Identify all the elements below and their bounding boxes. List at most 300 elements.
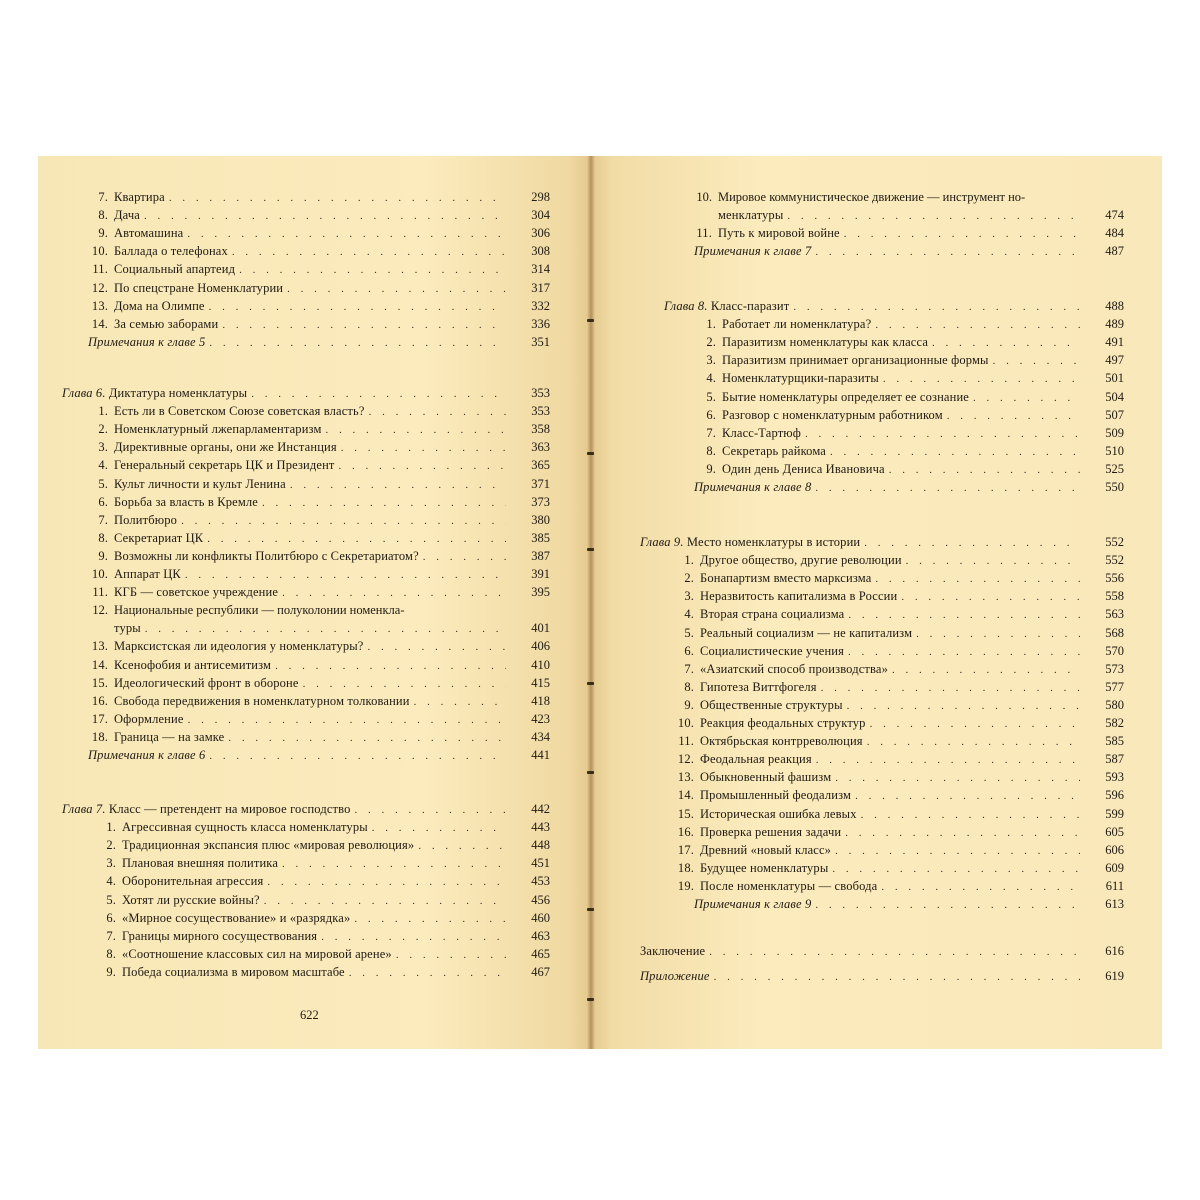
entry-page: 363 [531, 440, 550, 455]
entry-text: Примечания к главе 7 [694, 244, 812, 259]
entry-number: 4. [98, 458, 108, 473]
entry-number: 14. [677, 788, 694, 803]
dot-leader [369, 403, 506, 421]
entry-page: 474 [1105, 208, 1124, 223]
entry-text: Октябрьская контрреволюция [700, 734, 863, 749]
entry-page: 467 [531, 964, 550, 979]
entry-title [88, 746, 209, 764]
toc-entry [102, 836, 550, 854]
entry-title [674, 642, 848, 660]
toc-entry [674, 841, 1124, 859]
entry-page: 406 [531, 639, 550, 654]
dot-leader [932, 334, 1080, 352]
entry-title [694, 242, 815, 260]
dot-leader [787, 207, 1080, 225]
entry-text: «Мирное сосуществование» и «разрядка» [122, 910, 351, 925]
entry-page: 387 [531, 548, 550, 563]
entry-title [664, 297, 793, 315]
entry-text: Вторая страна социализма [700, 607, 845, 622]
toc-entry [88, 188, 550, 206]
toc-entry [88, 637, 550, 655]
entry-title [674, 678, 821, 696]
entry-page: 504 [1105, 389, 1124, 404]
entry-number: 15. [91, 675, 108, 690]
entry-text: Приложение [640, 969, 710, 983]
entry-number: 13. [677, 770, 694, 785]
entry-text: После номенклатуры — свобода [700, 878, 878, 893]
entry-title [88, 315, 222, 333]
entry-title [674, 569, 875, 587]
toc-entry [674, 732, 1124, 750]
entry-page: 460 [531, 910, 550, 925]
entry-page: 443 [531, 820, 550, 835]
entry-page: 580 [1105, 697, 1124, 712]
toc-entry [88, 511, 550, 529]
entry-page: 353 [531, 404, 550, 419]
entry-text: Номенклатурный лжепарламентаризм [114, 422, 322, 437]
entry-page: 298 [531, 190, 550, 204]
toc-entry [674, 877, 1124, 895]
dot-leader [881, 878, 1080, 896]
toc-entry [88, 547, 550, 565]
page-number: 622 [300, 1008, 319, 1022]
entry-number: 14. [91, 316, 108, 331]
entry-page: 596 [1105, 788, 1124, 803]
dot-leader [847, 697, 1080, 715]
chapter-title: Класс — претендент на мировое господство [108, 802, 351, 816]
dot-leader [889, 461, 1080, 479]
toc-entry [674, 859, 1124, 877]
entry-number: 3. [706, 353, 716, 368]
entry-text: Другое общество, другие революции [700, 553, 902, 568]
chapter-title: Место номенклатуры в истории [686, 535, 861, 549]
entry-page: 552 [1105, 535, 1124, 549]
entry-number: 2. [106, 838, 116, 853]
toc-entry [88, 674, 550, 692]
toc-entry [102, 818, 550, 836]
entry-text: Марксистская ли идеология у номенклатуры? [114, 639, 364, 654]
entry-text: Проверка решения задачи [700, 824, 842, 839]
entry-title [674, 587, 901, 605]
entry-page: 556 [1105, 571, 1124, 586]
entry-title [674, 660, 892, 678]
toc-entry [674, 768, 1124, 786]
binding-stitch [587, 771, 594, 774]
dot-leader [870, 715, 1080, 733]
entry-page: 488 [1105, 299, 1124, 313]
entry-text: Примечания к главе 6 [88, 748, 206, 762]
entry-number: 3. [98, 440, 108, 455]
chapter-heading [664, 297, 1124, 315]
entry-text: Гипотеза Виттфогеля [700, 679, 817, 694]
entry-title [674, 805, 861, 823]
dot-leader [848, 643, 1080, 661]
entry-page: 351 [531, 334, 550, 349]
toc-entry [702, 351, 1124, 369]
entry-page: 314 [531, 262, 550, 277]
entry-number: 11. [92, 262, 108, 277]
entry-page: 509 [1105, 425, 1124, 440]
dot-leader [341, 439, 506, 457]
entry-title [674, 696, 847, 714]
entry-number: 12. [677, 752, 694, 767]
entry-text: Класс-Тартюф [722, 425, 801, 440]
entry-text: Разговор с номенклатурным работником [722, 407, 943, 422]
entry-text: Примечания к главе 8 [694, 480, 812, 494]
entry-text: Победа социализма в мировом масштабе [122, 964, 345, 979]
entry-title [102, 927, 321, 945]
toc-entry [102, 891, 550, 909]
entry-text: Есть ли в Советском Союзе советская власть? [114, 404, 365, 419]
entry-page: 585 [1105, 734, 1124, 749]
entry-title [674, 859, 832, 877]
entry-number: 13. [91, 639, 108, 654]
entry-page: 570 [1105, 643, 1124, 658]
dot-leader [282, 855, 506, 873]
dot-leader [892, 661, 1080, 679]
dot-leader [947, 407, 1080, 425]
entry-title [702, 424, 805, 442]
entry-number: 12. [91, 280, 108, 295]
entry-number: 6. [684, 643, 694, 658]
dot-leader [228, 729, 506, 747]
dot-leader [209, 334, 506, 352]
entry-number: 3. [106, 856, 116, 871]
entry-number: 9. [106, 964, 116, 979]
entry-title [88, 583, 282, 601]
toc-entry-continuation [718, 206, 1124, 224]
chapter-notes [88, 333, 550, 351]
entry-number: 18. [91, 729, 108, 744]
entry-text: Историческая ошибка левых [700, 806, 857, 821]
binding-stitch [587, 998, 594, 1001]
entry-text: Генеральный секретарь ЦК и Президент [114, 458, 335, 473]
dot-leader [835, 842, 1080, 860]
dot-leader [835, 769, 1080, 787]
entry-number: 19. [677, 878, 694, 893]
entry-text: Баллада о телефонах [114, 244, 228, 259]
entry-text: Путь к мировой войне [718, 226, 840, 241]
entry-text: Будущее номенклатуры [700, 860, 829, 875]
entry-page: 441 [531, 748, 550, 762]
entry-text: Оборонительная агрессия [122, 874, 264, 889]
entry-page: 568 [1105, 625, 1124, 640]
dot-leader [145, 620, 506, 638]
toc-entry [674, 805, 1124, 823]
entry-title [88, 297, 209, 315]
dot-leader [418, 837, 506, 855]
entry-page: 489 [1105, 317, 1124, 332]
entry-page: 434 [531, 729, 550, 744]
book-gutter [587, 156, 595, 1049]
toc-entry [702, 424, 1124, 442]
entry-number: 10. [696, 190, 712, 204]
entry-text: Примечания к главе 5 [88, 334, 206, 349]
dot-leader [181, 512, 506, 530]
entry-title [694, 478, 815, 496]
entry-text: Хотят ли русские войны? [122, 892, 260, 907]
toc-entry [674, 714, 1124, 732]
toc-entry [88, 456, 550, 474]
binding-stitch [587, 682, 594, 685]
dot-leader [239, 261, 506, 279]
toc-entry-multiline [88, 601, 405, 619]
entry-page: 418 [531, 693, 550, 708]
entry-page: 613 [1105, 897, 1124, 911]
chapter-heading [62, 384, 550, 402]
toc-entry [674, 696, 1124, 714]
entry-title [640, 967, 714, 985]
dot-leader [875, 570, 1080, 588]
dot-leader [821, 679, 1080, 697]
entry-text: Оформление [114, 711, 184, 726]
entry-page: 391 [531, 567, 550, 581]
entry-page: 456 [531, 892, 550, 907]
entry-page: 410 [531, 657, 550, 672]
entry-page: 308 [531, 244, 550, 259]
entry-number: 9. [98, 548, 108, 563]
entry-page: 465 [531, 946, 550, 961]
entry-page: 453 [531, 874, 550, 889]
dot-leader [368, 638, 507, 656]
entry-number: 5. [684, 625, 694, 640]
entry-page: 415 [531, 675, 550, 690]
dot-leader [855, 787, 1080, 805]
dot-leader [222, 316, 506, 334]
entry-page: 558 [1105, 589, 1124, 604]
entry-number: 16. [91, 693, 108, 708]
entry-text: Директивные органы, они же Инстанция [114, 440, 337, 455]
entry-page: 507 [1105, 407, 1124, 422]
entry-number: 12. [92, 603, 108, 618]
entry-number: 9. [684, 697, 694, 712]
entry-text: Феодальная реакция [700, 752, 812, 767]
entry-text: Агрессивная сущность класса номенклатуры [122, 820, 368, 835]
entry-title [88, 420, 326, 438]
dot-leader [207, 530, 506, 548]
entry-page: 336 [531, 316, 550, 331]
entry-title [88, 674, 303, 692]
entry-title [674, 714, 870, 732]
entry-number: 1. [106, 820, 116, 835]
entry-page: 605 [1105, 824, 1124, 839]
entry-number: 8. [706, 443, 716, 458]
entry-number: 7. [98, 512, 108, 527]
entry-page: 451 [531, 856, 550, 871]
toc-entry-continuation [114, 619, 550, 637]
entry-number: 11. [92, 585, 108, 600]
toc-entry [88, 656, 550, 674]
dot-leader [793, 298, 1080, 316]
entry-text: Общественные структуры [700, 697, 843, 712]
entry-number: 6. [106, 910, 116, 925]
entry-page: 611 [1105, 878, 1124, 893]
entry-page: 497 [1105, 353, 1124, 368]
entry-title [640, 533, 864, 551]
entry-page: 550 [1105, 480, 1124, 494]
binding-stitch [587, 908, 594, 911]
toc-entry [702, 406, 1124, 424]
dot-leader [209, 747, 506, 765]
toc-entry [674, 642, 1124, 660]
dot-leader [844, 225, 1080, 243]
toc-entry [674, 786, 1124, 804]
dot-leader [973, 389, 1080, 407]
entry-title [694, 895, 815, 913]
dot-leader [875, 316, 1080, 334]
toc-entry-multiline [694, 188, 1025, 206]
entry-page: 619 [1105, 969, 1124, 983]
toc-entry [674, 551, 1124, 569]
entry-number: 8. [684, 679, 694, 694]
entry-text: «Азиатский способ производства» [700, 661, 889, 676]
dot-leader [321, 928, 506, 946]
binding-stitch [587, 548, 594, 551]
right-page [590, 156, 1162, 1049]
entry-title [88, 206, 144, 224]
entry-number: 8. [98, 530, 108, 545]
entry-title [62, 800, 355, 818]
dot-leader [372, 819, 506, 837]
entry-text: Ксенофобия и антисемитизм [114, 657, 272, 672]
entry-text: Работает ли номенклатура? [722, 317, 872, 332]
dot-leader [349, 964, 506, 982]
entry-text: Национальные республики — полуколонии номенкла- [114, 603, 405, 618]
entry-number: 7. [106, 928, 116, 943]
entry-text: Секретарь райкома [722, 443, 827, 458]
toc-entry [88, 420, 550, 438]
entry-text: Дача [114, 208, 141, 223]
entry-text: Обыкновенный фашизм [700, 770, 832, 785]
entry-text: Промышленный феодализм [700, 788, 852, 803]
entry-text: «Соотношение классовых сил на мировой арене» [122, 946, 392, 961]
toc-entry [88, 728, 550, 746]
dot-leader [830, 443, 1080, 461]
entry-text: Квартира [114, 190, 165, 204]
dot-leader [815, 479, 1080, 497]
entry-page: 599 [1105, 806, 1124, 821]
chapter-notes [694, 242, 1124, 260]
entry-page: 358 [531, 422, 550, 437]
toc-entry [88, 279, 550, 297]
binding-stitch [587, 319, 594, 322]
entry-title [88, 529, 207, 547]
entry-page: 616 [1105, 944, 1124, 958]
entry-number: 15. [677, 806, 694, 821]
dot-leader [709, 943, 1080, 961]
entry-page: 491 [1105, 335, 1124, 350]
entry-title [674, 768, 835, 786]
dot-leader [396, 946, 506, 964]
entry-number: 9. [98, 226, 108, 241]
entry-page: 423 [531, 711, 550, 726]
dot-leader [864, 534, 1080, 552]
entry-title [88, 188, 169, 206]
entry-title [702, 351, 993, 369]
entry-text: Неразвитость капитализма в России [700, 589, 898, 604]
entry-page: 525 [1105, 461, 1124, 476]
entry-title [694, 224, 844, 242]
entry-number: 5. [106, 892, 116, 907]
dot-leader [264, 892, 506, 910]
entry-number: 8. [106, 946, 116, 961]
appendix-entry [640, 967, 1124, 985]
dot-leader [144, 207, 506, 225]
toc-entry [102, 909, 550, 927]
chapter-notes [694, 478, 1124, 496]
dot-leader [251, 385, 506, 403]
dot-leader [845, 824, 1080, 842]
chapter-label: Глава 7. [62, 802, 106, 816]
entry-title [88, 402, 369, 420]
toc-entry [102, 963, 550, 981]
toc-entry [702, 369, 1124, 387]
entry-text: Политбюро [114, 512, 178, 527]
dot-leader [339, 457, 506, 475]
dot-leader [906, 552, 1080, 570]
entry-title [102, 818, 372, 836]
entry-page: 563 [1105, 607, 1124, 622]
dot-leader [290, 476, 506, 494]
entry-title [88, 260, 239, 278]
entry-page: 552 [1105, 553, 1124, 568]
dot-leader [916, 625, 1080, 643]
entry-text: Традиционная экспансия плюс «мировая революция» [122, 838, 415, 853]
entry-title [88, 279, 287, 297]
entry-text: Свобода передвижения в номенклатурном толковании [114, 693, 410, 708]
entry-number: 10. [677, 716, 694, 730]
dot-leader [267, 873, 506, 891]
entry-title [88, 637, 368, 655]
binding-stitch [587, 452, 594, 455]
entry-title [88, 475, 290, 493]
entry-number: 4. [106, 874, 116, 889]
toc-entry [702, 460, 1124, 478]
entry-number: 16. [677, 824, 694, 839]
entry-title [702, 460, 889, 478]
entry-number: 14. [91, 657, 108, 672]
toc-entry [702, 315, 1124, 333]
chapter-label: Глава 8. [664, 299, 708, 313]
toc-entry [88, 438, 550, 456]
entry-text: Границы мирного сосуществования [122, 928, 318, 943]
entry-number: 1. [684, 553, 694, 568]
toc-entry [88, 475, 550, 493]
entry-page: 371 [531, 476, 550, 491]
entry-text: Автомашина [114, 226, 184, 241]
chapter-heading [62, 800, 550, 818]
entry-text: За семью заборами [114, 316, 219, 331]
toc-entry [88, 710, 550, 728]
entry-title [702, 315, 875, 333]
toc-entry [694, 224, 1124, 242]
dot-leader [816, 751, 1080, 769]
entry-title [62, 384, 251, 402]
dot-leader [815, 896, 1080, 914]
entry-title [88, 333, 209, 351]
dot-leader [355, 801, 506, 819]
entry-text: Паразитизм номенклатуры как класса [722, 335, 929, 350]
entry-text: Мировое коммунистическое движение — инструмент но- [718, 190, 1026, 204]
entry-page: 401 [531, 621, 550, 636]
entry-title [674, 732, 867, 750]
entry-title [674, 750, 816, 768]
entry-page: 606 [1105, 842, 1124, 857]
entry-text: Бытие номенклатуры определяет ее сознание [722, 389, 969, 404]
entry-page: 510 [1105, 443, 1124, 458]
entry-page: 577 [1105, 679, 1124, 694]
toc-entry [102, 945, 550, 963]
